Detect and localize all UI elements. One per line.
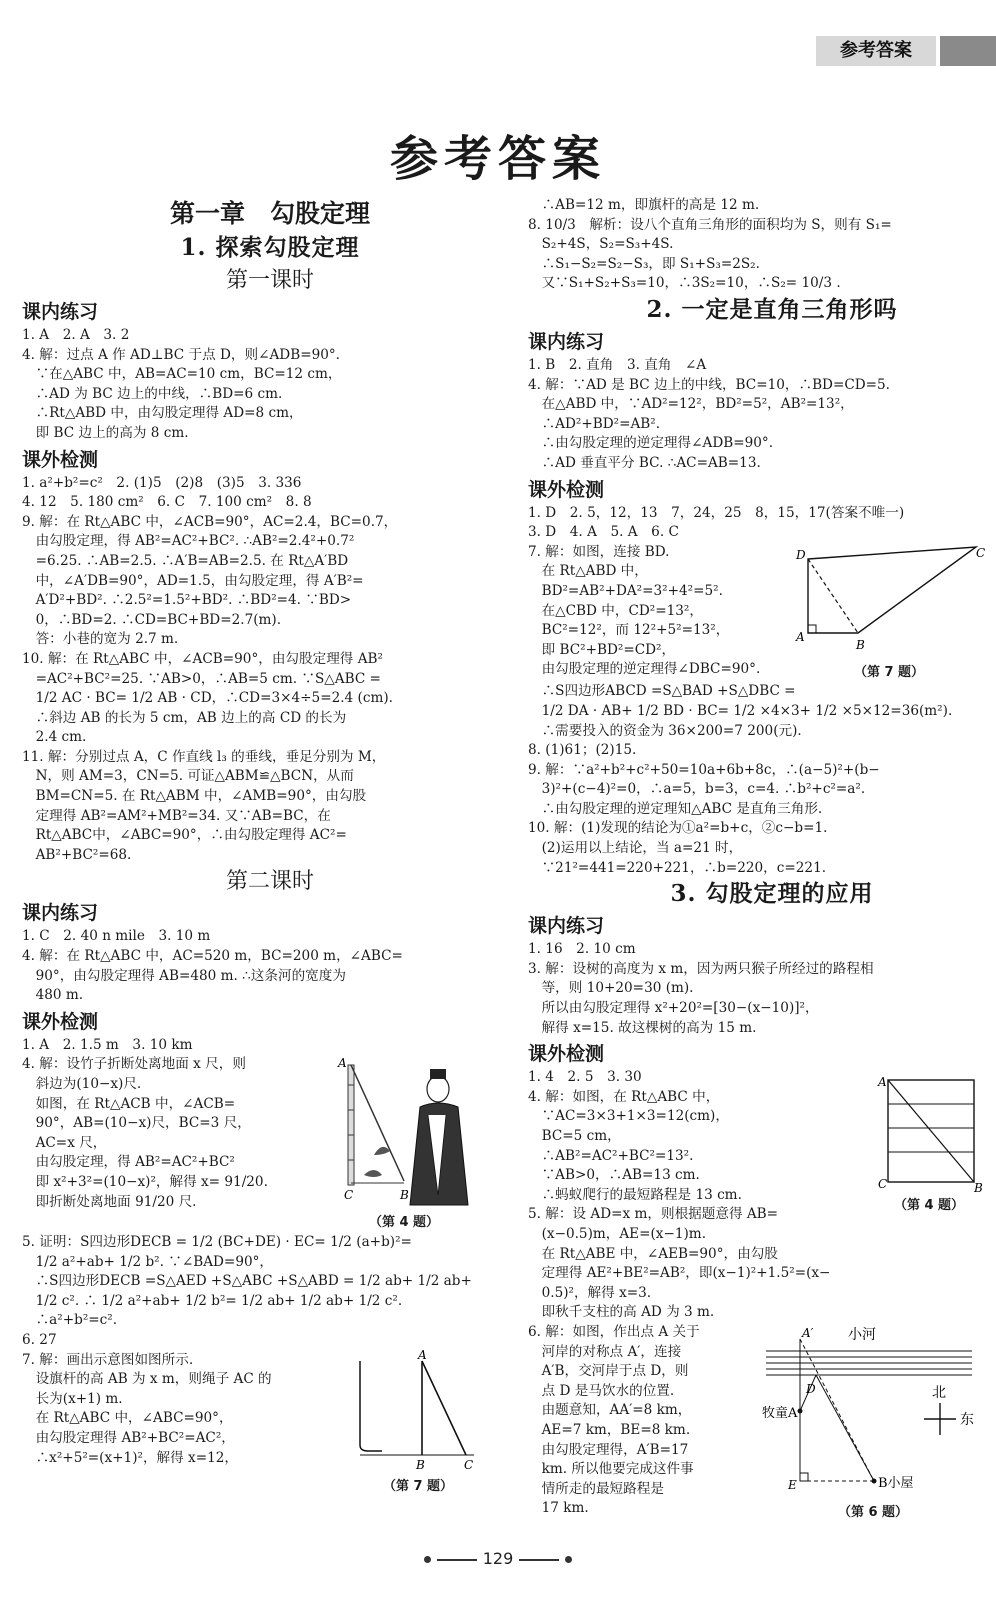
answer-line: 4. 解：过点 A 作 AD⊥BC 于点 D，则∠ADB=90°.	[22, 346, 340, 363]
dot-decoration	[565, 1556, 572, 1563]
answer-line: AC=x 尺，	[22, 1134, 107, 1151]
answer-line: ∴由勾股定理的逆定理得∠ADB=90°.	[528, 435, 774, 452]
answer-line: ∴AB²=AC²+BC²=13².	[528, 1147, 694, 1164]
east-label: 东	[960, 1411, 974, 1428]
answer-line: 3. 解：设树的高度为 x m，因为两只猴子所经过的路程相	[528, 960, 874, 977]
q7-block	[22, 1347, 488, 1497]
answer-line: 1/2 DA · AB+ 1/2 BD · BC= 1/2 ×4×3+ 1/2 ×5×12=36(m²).	[528, 702, 953, 719]
answer-line: ∴x²+5²=(x+1)²，解得 x=12，	[22, 1449, 238, 1466]
answer-line: 河岸的对称点 A′，连接	[528, 1343, 682, 1360]
answer-line: 定理得 AB²=AM²+MB²=34. 又∵AB=BC，在	[22, 807, 331, 824]
q4-text	[22, 1055, 328, 1233]
subheading-after-class-s2: 课外检测	[528, 478, 605, 501]
answer-line: 9. 解：∵a²+b²+c²+50=10a+6b+8c，∴(a−5)²+(b−	[528, 761, 880, 778]
answer-line: 17 km.	[528, 1500, 589, 1517]
answer-line: BD²=AB²+DA²=3²+4²=5².	[528, 582, 723, 599]
answer-line: 1/2 c². ∴ 1/2 a²+ab+ 1/2 b²= 1/2 ab+ 1/2 ab+ 1/2 c².	[22, 1292, 403, 1309]
answer-line: Rt△ABC中，∠ABC=90°，∴由勾股定理得 AC²=	[22, 827, 347, 844]
answer-line: BM=CN=5. 在 Rt△ABM 中，∠AMB=90°，由勾股	[22, 788, 367, 805]
answer-line: 2.4 cm.	[22, 729, 87, 746]
answer-line: 设旗杆的高 AB 为 x m，则绳子 AC 的	[22, 1371, 272, 1388]
answer-line: 3)²+(c−4)²=0，∴a=5，b=3，c=4. ∴b²+c²=a².	[528, 781, 866, 798]
answer-line: 10. 解：(1)发现的结论为①a²=b+c，②c−b=1.	[528, 820, 828, 837]
house-label: B小屋	[878, 1475, 914, 1491]
section-title-2: 2. 一定是直角三角形吗	[646, 295, 898, 323]
answer-line: 4. 12 5. 180 cm² 6. C 7. 100 cm² 8. 8	[22, 494, 312, 511]
answer-line: 10. 解：在 Rt△ABC 中，∠ACB=90°，由勾股定理得 AB²	[22, 650, 383, 667]
answer-line: 即 BC 边上的高为 8 cm.	[22, 424, 189, 441]
answer-line: 即 BC²+BD²=CD²，	[528, 641, 676, 658]
answer-line: 6. 27	[22, 1331, 57, 1348]
answers-after-class-s2-rest	[528, 682, 986, 878]
answer-line: 即秋千支柱的高 AD 为 3 m.	[528, 1304, 715, 1321]
answers-continued	[528, 196, 986, 294]
answer-line: ∴S四边形ABCD =S△BAD +S△DBC =	[528, 683, 796, 700]
flagpole-diagram	[354, 1347, 482, 1475]
section-title-3: 3. 勾股定理的应用	[670, 880, 874, 908]
answer-line: 1/2 AC · BC= 1/2 AB · CD，∴CD=3×4÷5=2.4 (cm).	[22, 690, 393, 707]
lesson-title-2: 第二课时	[225, 869, 314, 895]
answer-line: A′B，交河岸于点 D，则	[528, 1363, 689, 1380]
answer-line: N，则 AM=3，CN=5. 可证△ABM≌△BCN，从而	[22, 768, 354, 785]
svg-text:D: D	[796, 547, 806, 562]
answers-after-class-2-rest	[22, 1233, 488, 1351]
answer-line: ∴S₁−S₂=S₂−S₃，即 S₁+S₃=2S₂.	[528, 255, 760, 272]
answer-line: ∴AD 为 BC 边上的中线，∴BD=6 cm.	[22, 385, 283, 402]
page-number	[0, 1549, 996, 1568]
answer-line: 由勾股定理的逆定理得∠DBC=90°.	[528, 661, 761, 678]
answer-line: BC=5 cm，	[528, 1128, 621, 1144]
answer-line: 4. 解：设竹子折断处离地面 x 尺，则	[22, 1056, 246, 1073]
subheading-after-class-s3: 课外检测	[528, 1043, 605, 1066]
svg-text:A: A	[796, 629, 805, 644]
answer-line: 由勾股定理，得 AB²=AC²+BC²	[22, 1154, 235, 1171]
q4r-block	[528, 1068, 986, 1323]
answer-line: ∴AD²+BD²=AB².	[528, 415, 661, 432]
chapter-title: 第一章 勾股定理	[169, 199, 370, 228]
q4r-text	[528, 1068, 870, 1323]
svg-text:A: A	[878, 1075, 887, 1090]
answer-line: 4. 解：在 Rt△ABC 中，AC=520 m，BC=200 m，∠ABC=	[22, 948, 403, 965]
answer-line: 在△ABD 中，∵AD²=12²，BD²=5²，AB²=13²，	[528, 396, 854, 413]
q4-block	[22, 1055, 488, 1233]
answer-line: 1. C 2. 40 n mile 3. 10 m	[22, 928, 211, 945]
answer-line: 1. 16 2. 10 cm	[528, 941, 636, 958]
page-title: 参考答案	[389, 131, 606, 187]
answer-line: ∵AB>0，∴AB=13 cm.	[528, 1167, 700, 1184]
answer-line: 在 Rt△ABE 中，∠AEB=90°，由勾股	[528, 1245, 778, 1262]
q7r-block	[528, 543, 986, 683]
answer-line: 点 D 是马饮水的位置.	[528, 1382, 675, 1399]
quadrilateral-diagram	[794, 543, 984, 661]
lesson-title-1: 第一课时	[225, 268, 314, 293]
figure-q4r-caption: （第 4 题）	[893, 1198, 965, 1214]
svg-text:B: B	[416, 1457, 425, 1472]
answer-line: AB²+BC²=68.	[22, 846, 132, 863]
answer-line: (2)运用以上结论，当 a=21 时，	[528, 840, 743, 857]
q7-text	[22, 1351, 348, 1497]
answer-line: 1. B 2. 直角 3. 直角 ∠A	[528, 356, 707, 373]
answer-line: (x−0.5)m，AE=(x−1)m.	[528, 1225, 707, 1242]
answers-in-class-s2	[528, 356, 986, 474]
answer-line: 1. A 2. 1.5 m 3. 10 km	[22, 1036, 193, 1053]
svg-text:E: E	[788, 1477, 797, 1492]
answer-line: =6.25. ∴AB=2.5. ∴A′B=AB=2.5. 在 Rt△A′BD	[22, 552, 349, 569]
figure-q7	[354, 1347, 482, 1497]
answer-line: ∴AD 垂直平分 BC. ∴AC=AB=13.	[528, 454, 761, 471]
header-bar	[940, 36, 996, 66]
figure-q7r	[794, 543, 984, 683]
figure-q4	[334, 1055, 474, 1233]
figure-q4r	[876, 1068, 982, 1323]
answer-line: 情所走的最短路程是	[528, 1480, 664, 1497]
answer-line: ∴a²+b²=c².	[22, 1312, 118, 1329]
svg-text:B: B	[400, 1188, 409, 1203]
subheading-after-class-2: 课外检测	[22, 1010, 99, 1033]
subheading-in-class-s3: 课内练习	[528, 915, 605, 938]
subheading-in-class-2: 课内练习	[22, 902, 99, 925]
answer-line: 斜边为(10−x)尺.	[22, 1076, 142, 1092]
answer-line: 在 Rt△ABD 中，	[528, 563, 648, 580]
answers-in-class-2	[22, 927, 488, 1005]
river-label: 小河	[848, 1326, 876, 1343]
answer-line: 1. a²+b²=c² 2. (1)5 (2)8 (3)5 3. 336	[22, 474, 302, 491]
q6-block	[528, 1323, 986, 1523]
answer-line: 8. 10/3 解析：设八个直角三角形的面积均为 S，则有 S₁=	[528, 216, 892, 233]
answer-line: ∴由勾股定理的逆定理知△ABC 是直角三角形.	[528, 800, 823, 817]
dot-decoration	[424, 1556, 431, 1563]
answer-line: S₂+4S，S₂=S₃+4S.	[528, 236, 674, 253]
q6-text	[528, 1323, 756, 1523]
answer-line: ∵在△ABC 中，AB=AC=10 cm，BC=12 cm，	[22, 366, 342, 383]
answer-line: 所以由勾股定理得 x²+20²=[30−(x−10)]²，	[528, 1000, 819, 1017]
answers-after-class-s2-top	[528, 504, 986, 543]
subheading-in-class-1: 课内练习	[22, 301, 99, 323]
answer-line: 1. A 2. A 3. 2	[22, 327, 130, 343]
figure-q7-caption: （第 7 题）	[382, 1478, 454, 1494]
answer-line: 又∵S₁+S₂+S₃=10，∴3S₂=10，∴S₂= 10/3 .	[528, 275, 841, 292]
answer-line: 5. 解：设 AD=x m，则根据题意得 AB=	[528, 1206, 779, 1223]
answer-line: 90°，由勾股定理得 AB=480 m. ∴这条河的宽度为	[22, 967, 346, 984]
answer-line: 4. 解：如图，在 Rt△ABC 中，	[528, 1088, 720, 1105]
section-title-1: 1. 探索勾股定理	[180, 234, 360, 261]
answer-line: 6. 解：如图，作出点 A 关于	[528, 1323, 700, 1340]
box-ant-path-diagram	[876, 1076, 982, 1194]
page-number-text: 129	[482, 1549, 514, 1568]
answer-line: 0，∴BD=2. ∴CD=BC+BD=2.7(m).	[22, 611, 282, 628]
answer-line: 1/2 a²+ab+ 1/2 b². ∵∠BAD=90°，	[22, 1253, 274, 1270]
answer-line: 4. 解：∵AD 是 BC 边上的中线，BC=10，∴BD=CD=5.	[528, 376, 891, 393]
subheading-in-class-s2: 课内练习	[528, 330, 605, 353]
answer-line: 8. (1)61；(2)15.	[528, 742, 637, 759]
bamboo-scholar-illustration	[334, 1055, 474, 1211]
answer-line: 等，则 10+20=30 (m).	[528, 980, 694, 997]
answer-line: 7. 解：如图，连接 BD.	[528, 543, 670, 560]
answer-line: km. 所以他要完成这件事	[528, 1461, 694, 1478]
answers-after-class-1	[22, 474, 488, 866]
answer-line: 在△CBD 中，CD²=13²，	[528, 602, 703, 619]
figure-q6-caption: （第 6 题）	[837, 1504, 909, 1520]
answers-in-class-s3	[528, 940, 986, 1038]
river-map-diagram	[762, 1323, 984, 1501]
answer-line: AE=7 km，BE=8 km.	[528, 1421, 691, 1438]
answer-line: ∴斜边 AB 的长为 5 cm，AB 边上的高 CD 的长为	[22, 709, 347, 726]
answer-line: 长为(x+1) m.	[22, 1390, 123, 1407]
answer-line: 由题意知，AA′=8 km，	[528, 1402, 692, 1419]
left-column	[22, 196, 488, 1496]
answer-line: ∴Rt△ABD 中，由勾股定理得 AD=8 cm，	[22, 405, 303, 422]
line-decoration	[519, 1559, 559, 1561]
answer-line: ∴蚂蚁爬行的最短路程是 13 cm.	[528, 1186, 742, 1203]
answer-line: 7. 解：画出示意图如图所示.	[22, 1351, 194, 1368]
svg-text:A: A	[418, 1347, 427, 1362]
answer-line: 1. 4 2. 5 3. 30	[528, 1069, 642, 1086]
answer-line: 5. 证明：S四边形DECB = 1/2 (BC+DE) · EC= 1/2 (a+b)²=	[22, 1234, 412, 1250]
answer-line: 答：小巷的宽为 2.7 m.	[22, 631, 179, 648]
answer-line: 1. D 2. 5，12，13 7，24，25 8，15，17(答案不唯一)	[528, 504, 905, 521]
svg-text:B: B	[974, 1181, 983, 1196]
north-label: 北	[932, 1384, 946, 1401]
answer-line: 中，∠A′DB=90°，AD=1.5，由勾股定理，得 A′B²=	[22, 572, 364, 589]
answers-in-class-1	[22, 326, 488, 444]
answer-line: ∴需要投入的资金为 36×200=7 200(元).	[528, 722, 802, 739]
answer-line: 即折断处离地面 91/20 尺.	[22, 1193, 197, 1210]
svg-text:B: B	[856, 637, 865, 652]
answer-line: 3. D 4. A 5. A 6. C	[528, 524, 679, 541]
figure-q6	[762, 1323, 984, 1523]
answer-line: 在 Rt△ABC 中，∠ABC=90°，	[22, 1410, 233, 1427]
svg-text:C: C	[976, 545, 986, 560]
answer-line: 定理得 AE²+BE²=AB²，即(x−1)²+1.5²=(x−	[528, 1265, 831, 1282]
answer-line: ∵AC=3×3+1×3=12(cm)，	[528, 1108, 729, 1125]
header-tab: 参考答案	[816, 36, 936, 66]
answer-line: ∵21²=441=220+221，∴b=220，c=221.	[528, 859, 827, 876]
answer-line: 解得 x=15. 故这棵树的高为 15 m.	[528, 1019, 757, 1036]
q7r-text	[528, 543, 788, 683]
answer-line: 由勾股定理得，A′B=17	[528, 1441, 689, 1458]
answer-line: 480 m.	[22, 987, 84, 1004]
figure-q7r-caption: （第 7 题）	[853, 664, 925, 680]
line-decoration	[437, 1559, 477, 1561]
answer-line: =AC²+BC²=25. ∵AB>0，∴AB=5 cm. ∵S△ABC =	[22, 670, 381, 687]
answer-line: 0.5)²，解得 x=3.	[528, 1284, 652, 1301]
answer-line: ∴AB=12 m，即旗杆的高是 12 m.	[528, 197, 760, 213]
answer-line: 由勾股定理得 AB²+BC²=AC²，	[22, 1429, 235, 1446]
answer-line: 由勾股定理，得 AB²=AC²+BC². ∴AB²=2.4²+0.7²	[22, 533, 355, 550]
svg-text:C: C	[464, 1457, 474, 1472]
svg-text:D: D	[806, 1381, 816, 1396]
svg-text:C: C	[344, 1188, 354, 1203]
svg-text:C: C	[878, 1177, 888, 1192]
answer-line: ∴S四边形DECB =S△AED +S△ABC +S△ABD = 1/2 ab+ 1/2 ab+	[22, 1273, 472, 1290]
answer-line: 如图，在 Rt△ACB 中，∠ACB=	[22, 1095, 236, 1112]
svg-text:A′: A′	[802, 1325, 814, 1340]
answer-line: 90°，AB=(10−x)尺，BC=3 尺，	[22, 1115, 251, 1132]
answer-line: 11. 解：分别过点 A，C 作直线 l₃ 的垂线，垂足分别为 M，	[22, 748, 386, 765]
subheading-after-class-1: 课外检测	[22, 448, 99, 471]
right-column	[528, 196, 986, 1523]
herder-label: 牧童A	[762, 1405, 798, 1421]
answer-line: BC²=12²，而 12²+5²=13²，	[528, 622, 730, 639]
answer-line: A′D²+BD². ∴2.5²=1.5²+BD². ∴BD²=4. ∵BD>	[22, 592, 352, 609]
answer-line: 9. 解：在 Rt△ABC 中，∠ACB=90°，AC=2.4，BC=0.7，	[22, 513, 398, 530]
figure-q4-caption: （第 4 题）	[368, 1215, 440, 1231]
answer-line: 即 x²+3²=(10−x)²，解得 x= 91/20.	[22, 1173, 268, 1190]
svg-text:A: A	[338, 1056, 347, 1071]
